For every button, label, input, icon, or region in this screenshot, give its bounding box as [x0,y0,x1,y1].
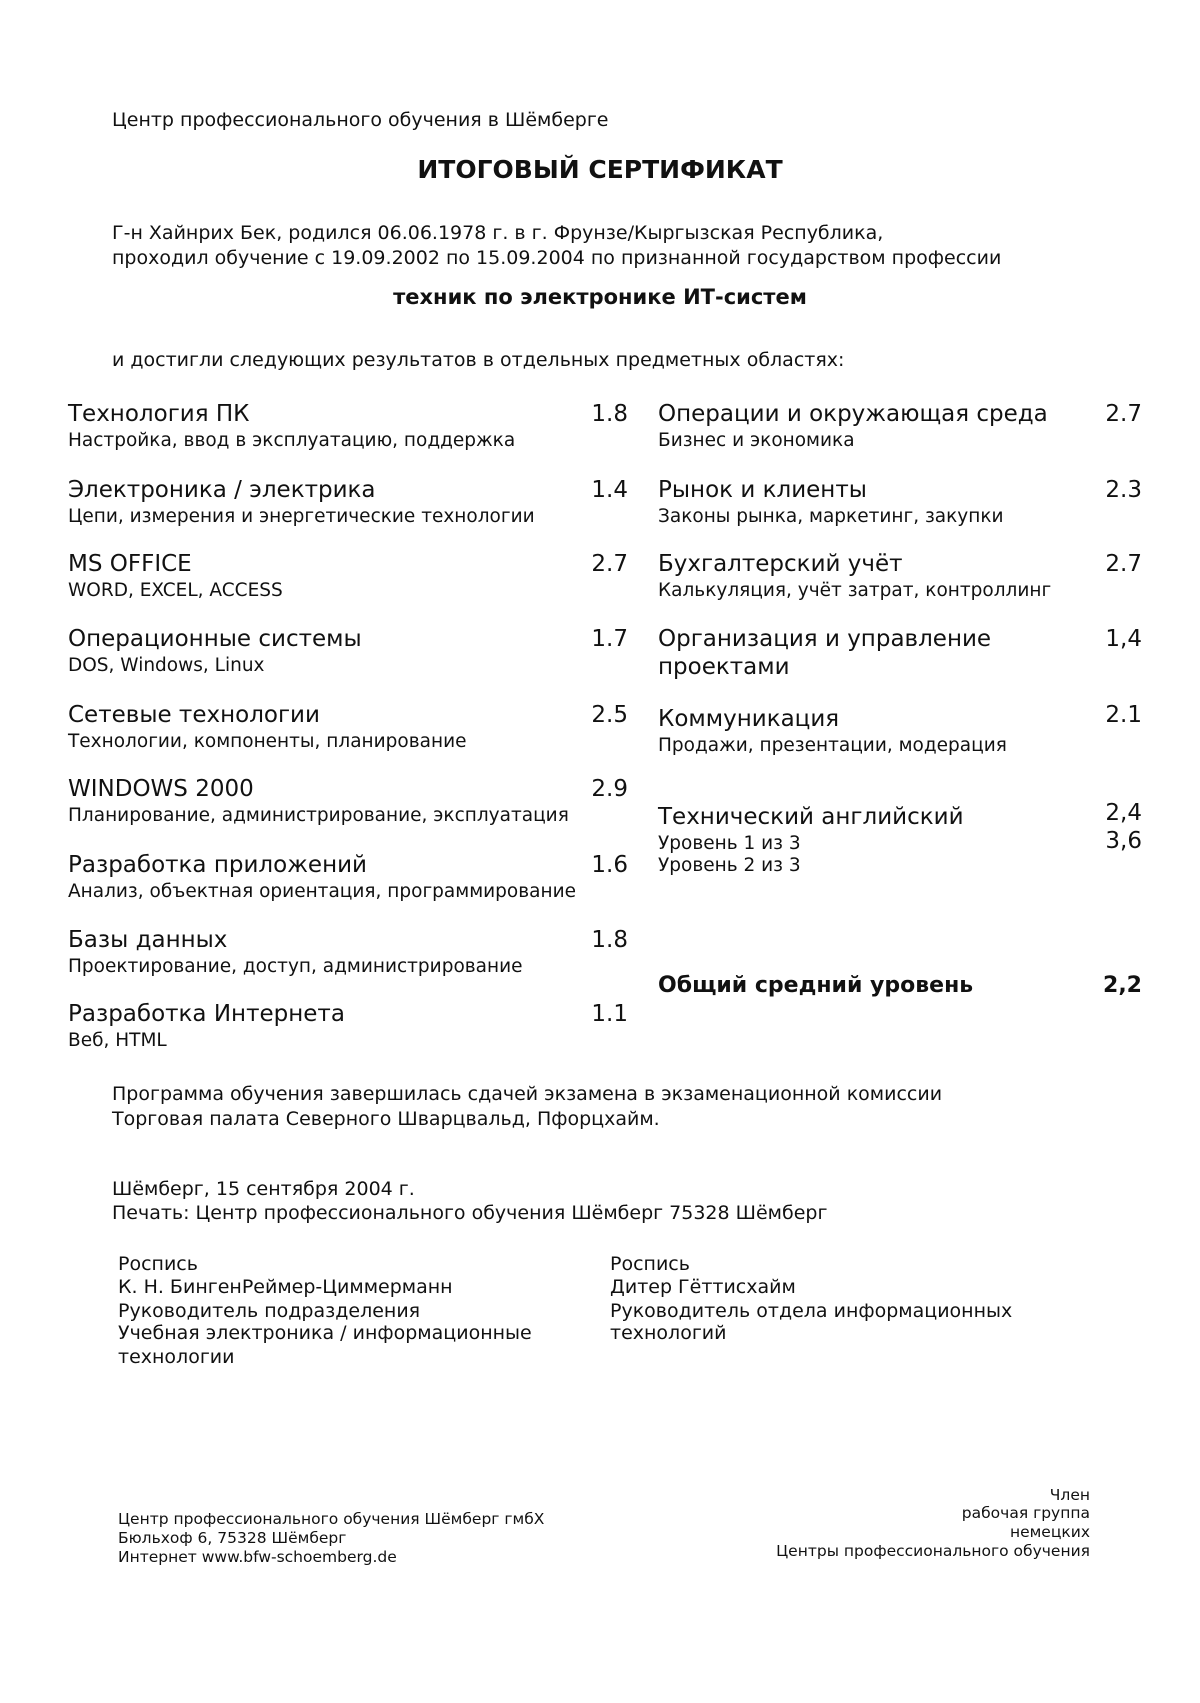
subject-grade: 1.1 [591,1001,628,1027]
subject-name: Базы данных [68,927,228,953]
subject-name: Технология ПК [68,401,250,427]
overall-grade: 2,2 [1103,973,1142,998]
membership-line-1: Член [1049,1486,1090,1504]
subject-name: Технический английский [658,804,964,830]
membership-line-2: рабочая группа [961,1504,1090,1522]
signatory-department: Учебная электроника / информационные [118,1322,532,1344]
membership-line-4: Центры профессионального обучения [776,1542,1090,1560]
membership-line-3: немецких [1009,1523,1090,1541]
subject-detail: Бизнес и экономика [658,430,855,451]
subject-detail: Технологии, компоненты, планирование [68,731,467,752]
subject-name: Бухгалтерский учёт [658,551,903,577]
subject-grade: 2.7 [1105,551,1142,577]
subject-detail: Проектирование, доступ, администрирование [68,956,523,977]
footer-website: Интернет www.bfw-schoemberg.de [118,1548,397,1566]
signatory-role: Руководитель отдела информационных [610,1300,1013,1322]
english-grade-2: 3,6 [1105,828,1142,854]
institution-name: Центр профессионального обучения в Шёмберге [112,109,609,131]
subject-grade: 2.7 [591,551,628,577]
subject-name: Коммуникация [658,706,840,732]
subject-name-continued: проектами [658,654,790,680]
subject-detail: WORD, EXCEL, ACCESS [68,580,283,601]
place-date: Шёмберг, 15 сентября 2004 г. [112,1178,415,1200]
subject-detail: Продажи, презентации, модерация [658,735,1007,756]
page-title: ИТОГОВЫЙ СЕРТИФИКАТ [417,155,783,184]
overall-label: Общий средний уровень [658,973,974,998]
subject-grade: 1,4 [1105,626,1142,652]
intro-line-1: Г-н Хайнрих Бек, родился 06.06.1978 г. в г. Фрунзе/Кыргызская Республика, [112,222,884,244]
subject-detail: Калькуляция, учёт затрат, контроллинг [658,580,1052,601]
subject-name: Операции и окружающая среда [658,401,1048,427]
subject-detail: DOS, Windows, Linux [68,655,265,676]
subject-grade: 2.3 [1105,477,1142,503]
subject-grade: 2.5 [591,702,628,728]
subject-name: Электроника / электрика [68,477,376,503]
signature-label: Роспись [610,1253,690,1275]
subject-name: Разработка Интернета [68,1001,345,1027]
english-level-2: Уровень 2 из 3 [658,855,801,876]
footer-street: Бюльхоф 6, 75328 Шёмберг [118,1529,347,1547]
subject-name: Операционные системы [68,626,362,652]
subject-name: Сетевые технологии [68,702,320,728]
subject-grade: 1.8 [591,401,628,427]
subject-detail: Цепи, измерения и энергетические технологии [68,506,535,527]
profession: техник по электронике ИТ-систем [393,285,807,309]
subject-name: Разработка приложений [68,852,367,878]
english-level-1: Уровень 1 из 3 [658,833,801,854]
english-grade-1: 2,4 [1105,800,1142,826]
subject-detail: Законы рынка, маркетинг, закупки [658,506,1004,527]
subject-name: MS OFFICE [68,551,192,577]
subject-grade: 2.1 [1105,702,1142,728]
stamp-line: Печать: Центр профессионального обучения Шёмберг 75328 Шёмберг [112,1202,828,1224]
subject-detail: Анализ, объектная ориентация, программирование [68,881,576,902]
subject-detail: Веб, HTML [68,1030,167,1051]
signature-label: Роспись [118,1253,198,1275]
footer-company: Центр профессионального обучения Шёмберг гмбХ [118,1510,545,1528]
subject-detail: Настройка, ввод в эксплуатацию, поддержка [68,430,516,451]
subject-name: WINDOWS 2000 [68,776,254,802]
subject-grade: 1.7 [591,626,628,652]
subject-name: Рынок и клиенты [658,477,867,503]
signatory-department-continued: технологии [118,1346,235,1368]
signatory-role: Руководитель подразделения [118,1300,421,1322]
subject-grade: 1.8 [591,927,628,953]
subject-grade: 2.9 [591,776,628,802]
signatory-name: Дитер Гёттисхайм [610,1276,796,1298]
exam-line-1: Программа обучения завершилась сдачей экзамена в экзаменационной комиссии [112,1083,943,1105]
exam-line-2: Торговая палата Северного Шварцвальд, Пфорцхайм. [112,1108,660,1130]
subject-grade: 1.6 [591,852,628,878]
subject-name: Организация и управление [658,626,992,652]
subject-grade: 1.4 [591,477,628,503]
signatory-name: К. Н. БингенРеймер-Циммерманн [118,1276,453,1298]
subject-grade: 2.7 [1105,401,1142,427]
intro-line-2: проходил обучение с 19.09.2002 по 15.09.2004 по признанной государством профессии [112,247,1002,269]
signatory-role-continued: технологий [610,1322,727,1344]
results-intro: и достигли следующих результатов в отдельных предметных областях: [112,349,845,371]
subject-detail: Планирование, администрирование, эксплуатация [68,805,569,826]
